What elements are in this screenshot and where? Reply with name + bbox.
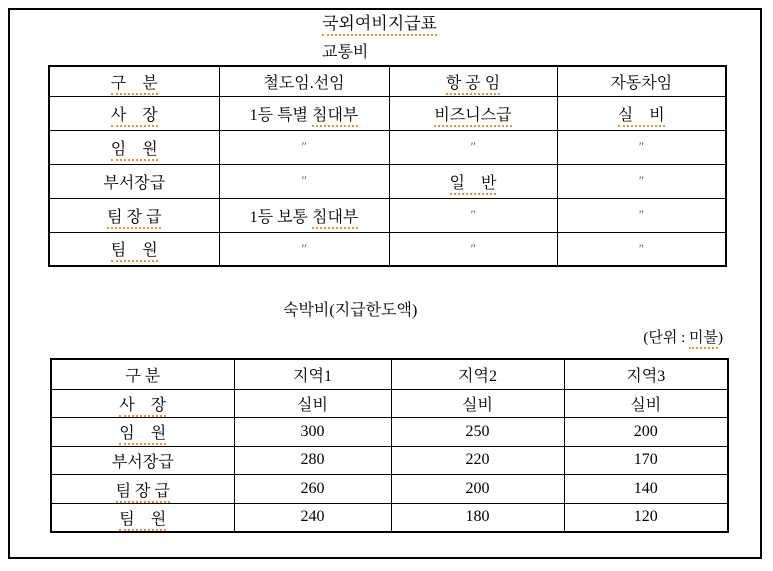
- table-cell: [49, 232, 219, 266]
- cell-text: 실비: [630, 396, 662, 414]
- lodging-table: [50, 358, 729, 533]
- cell-text: 실비: [297, 396, 328, 414]
- ditto-mark: ″: [638, 240, 645, 256]
- table-cell: [51, 446, 234, 475]
- table-cell: [557, 198, 726, 232]
- table-cell: [49, 198, 219, 232]
- table-cell: [49, 130, 219, 164]
- table-cell: [564, 389, 728, 418]
- table-cell: [389, 198, 557, 232]
- table-cell: [389, 96, 557, 130]
- cell-text: 250: [465, 422, 490, 440]
- cell-text: 임 원: [111, 141, 158, 161]
- table-row: [51, 389, 728, 418]
- table-row: [51, 418, 728, 447]
- table-cell: [234, 446, 391, 475]
- cell-text: 260: [300, 480, 325, 498]
- table-cell: [219, 164, 389, 198]
- cell-text: 지역2: [458, 367, 497, 385]
- cell-text: 임 원: [119, 425, 166, 445]
- cell-text: 구 분: [111, 75, 158, 95]
- cell-text: 침대부: [312, 209, 358, 229]
- table-cell: [51, 359, 234, 389]
- table-row: [51, 503, 728, 532]
- cell-text: 1등 보통: [249, 208, 312, 226]
- cell-text: 팀 원: [119, 511, 166, 531]
- cell-text: 170: [633, 451, 658, 469]
- table-cell: [391, 389, 564, 418]
- table-row: [49, 198, 726, 232]
- unit-note: [470, 326, 723, 347]
- cell-text: 지역3: [626, 367, 666, 385]
- table-cell: [234, 389, 391, 418]
- table-cell: [389, 130, 557, 164]
- cell-text: 팀 장 급: [107, 209, 161, 229]
- table-cell: [389, 164, 557, 198]
- table-cell: [391, 446, 564, 475]
- table-cell: [219, 198, 389, 232]
- table-cell: [557, 66, 726, 96]
- cell-text: 부서장급: [111, 453, 174, 471]
- table-cell: [234, 359, 391, 389]
- table-cell: [51, 503, 234, 532]
- cell-text: 항 공 임: [446, 75, 500, 95]
- cell-text: 부서장급: [103, 174, 166, 192]
- table-cell: [391, 418, 564, 447]
- cell-text: 실비: [462, 396, 493, 414]
- unit-note-marked-word: 미불: [689, 330, 718, 349]
- cell-text: 침대부: [312, 107, 358, 127]
- table-cell: [391, 475, 564, 504]
- unit-note-prefix: (단위 :: [643, 330, 690, 346]
- table-cell: [49, 96, 219, 130]
- table-cell: [49, 66, 219, 96]
- cell-text: 300: [300, 422, 325, 440]
- table-cell: [234, 475, 391, 504]
- table-row: [49, 232, 726, 266]
- cell-text: 240: [300, 508, 325, 526]
- cell-text: 사 장: [111, 107, 158, 127]
- cell-text: 지역1: [293, 367, 332, 385]
- cell-text: 팀 장 급: [116, 483, 170, 503]
- cell-text: 280: [300, 451, 325, 469]
- ditto-mark: ″: [300, 240, 308, 256]
- table-cell: [389, 66, 557, 96]
- table-cell: [564, 503, 728, 532]
- table-cell: [564, 446, 728, 475]
- page-title-text: 국외여비지급표: [322, 14, 437, 36]
- cell-text: 비즈니스급: [434, 107, 511, 127]
- cell-text: 철도임.선임: [263, 74, 345, 92]
- ditto-mark: ″: [469, 240, 477, 256]
- ditto-mark: ″: [638, 139, 645, 154]
- ditto-mark: ″: [638, 207, 645, 222]
- table-cell: [219, 232, 389, 266]
- table-row: [51, 446, 728, 475]
- cell-text: 1등 특별: [249, 106, 312, 124]
- cell-text: 220: [465, 451, 490, 469]
- cell-text: 일 반: [450, 175, 497, 195]
- cell-text: 자동차임: [610, 74, 673, 92]
- cell-text: 200: [465, 480, 490, 498]
- table-cell: [557, 130, 726, 164]
- table-cell: [557, 164, 726, 198]
- table-header-row: [51, 359, 728, 389]
- cell-text: 실 비: [618, 107, 665, 127]
- table-cell: [391, 359, 564, 389]
- ditto-mark: ″: [300, 139, 308, 154]
- page-title: [322, 9, 437, 34]
- transport-section-label: 교통비: [322, 44, 369, 61]
- unit-note-suffix: ): [718, 330, 723, 346]
- table-cell: [49, 164, 219, 198]
- cell-text: 팀 원: [111, 242, 158, 262]
- table-cell: [51, 418, 234, 447]
- ditto-mark: ″: [300, 173, 308, 188]
- table-cell: [219, 130, 389, 164]
- cell-text: 사 장: [119, 397, 166, 417]
- table-cell: [234, 503, 391, 532]
- table-cell: [51, 389, 234, 418]
- table-cell: [557, 232, 726, 266]
- ditto-mark: ″: [469, 139, 477, 154]
- table-cell: [389, 232, 557, 266]
- lodging-section-label: 숙박비(지급한도액): [283, 302, 418, 319]
- table-cell: [219, 66, 389, 96]
- table-cell: [564, 359, 728, 389]
- table-cell: [564, 418, 728, 447]
- ditto-mark: ″: [469, 207, 477, 222]
- table-cell: [219, 96, 389, 130]
- cell-text: 180: [465, 508, 490, 526]
- cell-text: 140: [633, 480, 658, 498]
- table-cell: [391, 503, 564, 532]
- cell-text: 200: [633, 422, 658, 440]
- cell-text: 120: [633, 508, 658, 526]
- table-cell: [557, 96, 726, 130]
- transport-table: [48, 65, 727, 267]
- table-cell: [234, 418, 391, 447]
- table-row: [49, 164, 726, 198]
- cell-text: 구 분: [125, 367, 161, 385]
- ditto-mark: ″: [638, 173, 645, 188]
- table-header-row: [49, 66, 726, 96]
- table-row: [51, 475, 728, 504]
- table-row: [49, 130, 726, 164]
- table-cell: [564, 475, 728, 504]
- table-cell: [51, 475, 234, 504]
- table-row: [49, 96, 726, 130]
